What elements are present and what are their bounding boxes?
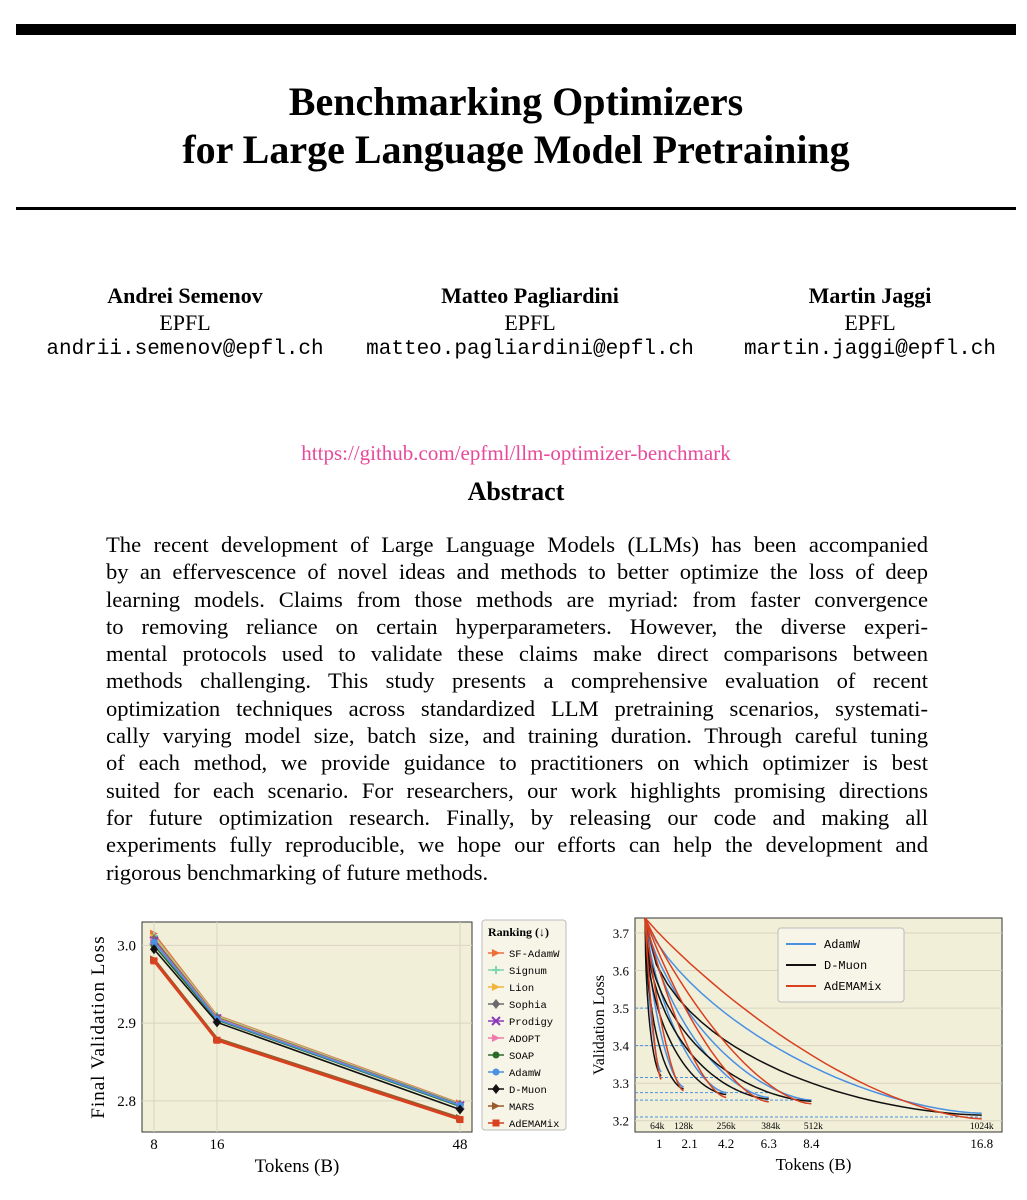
title-rule <box>16 207 1016 210</box>
author-email[interactable]: matteo.pagliardini@epfl.ch <box>366 338 694 361</box>
x-tick-label: 2.1 <box>681 1136 698 1151</box>
author-block-1 <box>30 282 340 363</box>
author-name: Andrei Semenov <box>107 283 263 308</box>
author-email[interactable]: andrii.semenov@epfl.ch <box>46 338 324 361</box>
y-tick-label: 3.7 <box>612 926 629 942</box>
y-axis-label: Validation Loss <box>591 975 608 1075</box>
legend-label: Prodigy <box>509 1017 554 1029</box>
legend-label: Signum <box>509 966 547 978</box>
x-axis-label: Tokens (B) <box>254 1156 340 1177</box>
abstract-line: for future optimization research. Finally, by releasing our code and making all <box>106 804 928 830</box>
x-tick-label: 4.2 <box>718 1136 735 1151</box>
legend-label: Sophia <box>509 1000 547 1012</box>
x-axis-label: Tokens (B) <box>775 1155 852 1174</box>
y-tick-label: 2.8 <box>117 1093 136 1110</box>
legend-label: SF-AdamW <box>509 949 560 961</box>
abstract-line: methods challenging. This study presents a comprehensive evaluation of recent <box>106 668 928 694</box>
final-loss-chart <box>82 910 572 1180</box>
legend-title: Ranking (↓) <box>488 925 550 939</box>
y-tick-label: 3.6 <box>612 963 629 979</box>
abstract-line: rigorous benchmarking of future methods. <box>106 859 489 885</box>
abstract-line: mental protocols used to validate these claims make direct comparisons between <box>106 641 928 667</box>
abstract-line: suited for each scenario. For researchers, our work highlights promising directions <box>106 777 928 803</box>
author-name: Matteo Pagliardini <box>441 283 619 308</box>
x-tick-label: 6.3 <box>760 1136 777 1151</box>
x-tick-label: 8.4 <box>803 1136 820 1151</box>
legend-label: MARS <box>509 1102 535 1114</box>
abstract-line: learning models. Claims from those methods are myriad: from faster convergence <box>106 586 928 612</box>
abstract-line: to removing reliance on certain hyperparameters. However, the diverse experi- <box>106 613 928 639</box>
data-point <box>151 957 158 964</box>
title-line-1: Benchmarking Optimizers <box>288 79 744 124</box>
legend-label: D-Muon <box>509 1085 547 1097</box>
abstract-line: experiments fully reproducible, we hope our efforts can help the development and <box>106 832 928 858</box>
author-block-2 <box>350 282 710 363</box>
batch-size-annotation: 1024k <box>969 1122 994 1132</box>
legend-label: ADOPT <box>509 1034 541 1046</box>
author-email[interactable]: martin.jaggi@epfl.ch <box>743 338 997 361</box>
abstract-line: of each method, we provide guidance to practitioners on which optimizer is best <box>106 750 928 776</box>
x-tick-label: 48 <box>452 1137 468 1153</box>
y-tick-label: 3.5 <box>612 1001 629 1017</box>
abstract-body <box>106 531 928 886</box>
author-block-3 <box>725 282 1015 363</box>
x-tick-label: 1 <box>656 1136 663 1151</box>
y-tick-label: 3.3 <box>612 1076 629 1092</box>
author-affiliation: EPFL <box>844 310 896 335</box>
legend-label: AdEMAMix <box>509 1119 560 1131</box>
data-point <box>457 1116 464 1123</box>
legend-label: AdamW <box>509 1068 541 1080</box>
abstract-line: optimization techniques across standardized LLM pretraining scenarios, systemati- <box>106 695 928 721</box>
abstract-line: cally varying model size, batch size, and training duration. Through careful tuning <box>106 723 928 749</box>
paper-title <box>0 78 1027 174</box>
author-affiliation: EPFL <box>504 310 556 335</box>
legend-label: Lion <box>509 983 535 995</box>
validation-loss-chart <box>590 910 1010 1180</box>
x-tick-label: 16.8 <box>970 1136 994 1151</box>
data-point <box>214 1037 221 1044</box>
x-tick-label: 8 <box>150 1137 158 1153</box>
author-name: Martin Jaggi <box>808 283 932 308</box>
legend-label: D-Muon <box>824 959 868 973</box>
repo-link[interactable]: https://github.com/epfml/llm-optimizer-benchmark <box>301 441 731 465</box>
title-line-2: for Large Language Model Pretraining <box>182 127 850 172</box>
author-affiliation: EPFL <box>159 310 211 335</box>
batch-size-annotation: 64k <box>650 1122 665 1132</box>
legend-marker <box>493 1069 500 1076</box>
x-tick-label: 16 <box>209 1137 225 1153</box>
y-tick-label: 3.2 <box>612 1113 629 1129</box>
batch-size-annotation: 256k <box>716 1122 736 1132</box>
legend-label: SOAP <box>509 1051 535 1063</box>
y-axis-label: Final Validation Loss <box>88 935 109 1119</box>
batch-size-annotation: 128k <box>674 1122 694 1132</box>
y-tick-label: 3.4 <box>612 1038 629 1054</box>
legend-marker <box>493 1052 500 1059</box>
legend-label: AdamW <box>824 938 861 952</box>
abstract-line: by an effervescence of novel ideas and methods to better optimize the loss of deep <box>106 559 928 585</box>
legend-marker <box>493 1120 500 1127</box>
abstract-heading: Abstract <box>467 477 565 506</box>
batch-size-annotation: 512k <box>803 1122 823 1132</box>
y-tick-label: 2.9 <box>117 1016 136 1033</box>
top-rule <box>16 24 1016 35</box>
legend-label: AdEMAMix <box>824 980 882 994</box>
batch-size-annotation: 384k <box>761 1122 781 1132</box>
y-tick-label: 3.0 <box>117 938 136 955</box>
abstract-line: The recent development of Large Language Models (LLMs) has been accompanied <box>106 532 928 557</box>
